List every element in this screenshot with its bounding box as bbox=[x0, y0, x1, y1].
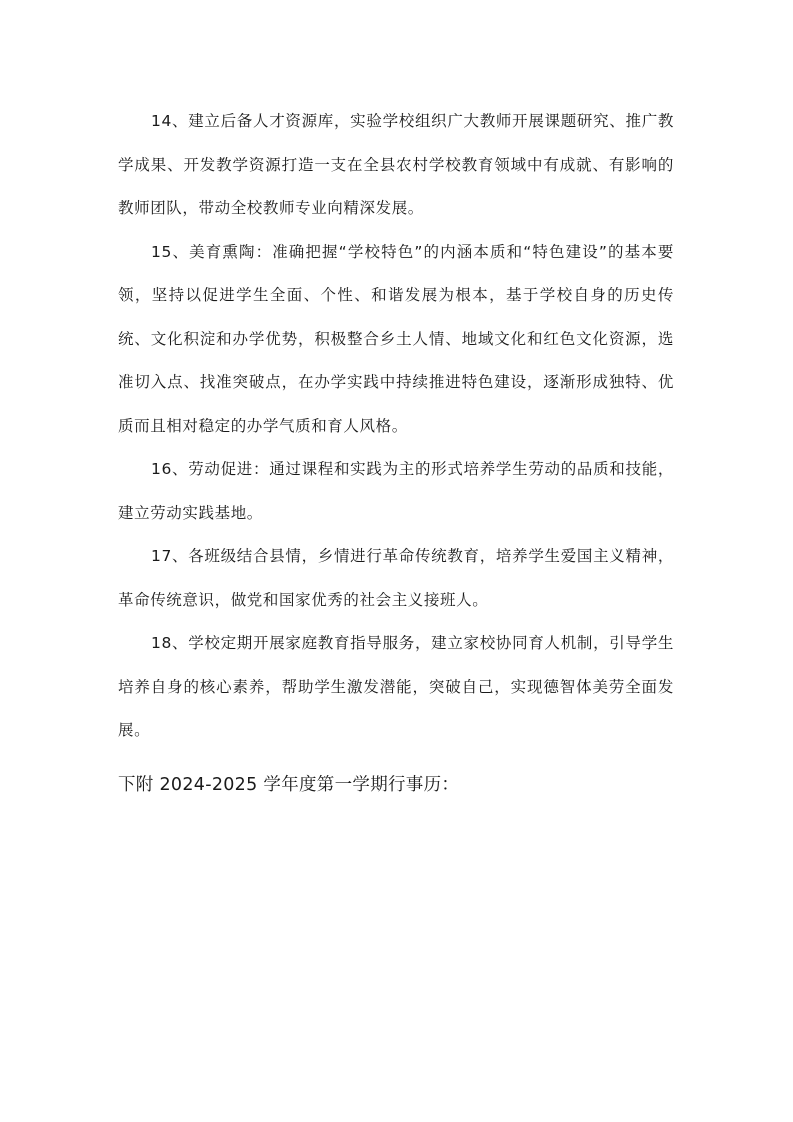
paragraph-14: 14、建立后备人才资源库，实验学校组织广大教师开展课题研究、推广教学成果、开发教学资源打造一支在全县农村学校教育领域中有成就、有影响的教师团队，带动全校教师专业向精深发展。 bbox=[118, 112, 674, 217]
paragraph-15: 15、美育熏陶：准确把握“学校特色”的内涵本质和“特色建设”的基本要领，坚持以促进学生全面、个性、和谐发展为根本，基于学校自身的历史传统、文化积淀和办学优势，积极整合乡土人情、地域文化和红色文化资源，选准切入点、找准突破点，在办学实践中持续推进特色建设，逐渐形成独特、优质而且相对稳定的办学气质和育人风格。 bbox=[118, 242, 674, 435]
attachment-title: 下附 2024-2025 学年度第一学期行事历： bbox=[118, 775, 460, 795]
paragraph-17: 17、各班级结合县情，乡情进行革命传统教育，培养学生爱国主义精神，革命传统意识，做党和国家优秀的社会主义接班人。 bbox=[118, 547, 674, 609]
document-body bbox=[118, 100, 674, 753]
paragraph-16: 16、劳动促进：通过课程和实践为主的形式培养学生劳动的品质和技能，建立劳动实践基地。 bbox=[118, 460, 674, 522]
paragraph-18: 18、学校定期开展家庭教育指导服务，建立家校协同育人机制，引导学生培养自身的核心素养，帮助学生激发潜能，突破自己，实现德智体美劳全面发展。 bbox=[118, 634, 674, 739]
